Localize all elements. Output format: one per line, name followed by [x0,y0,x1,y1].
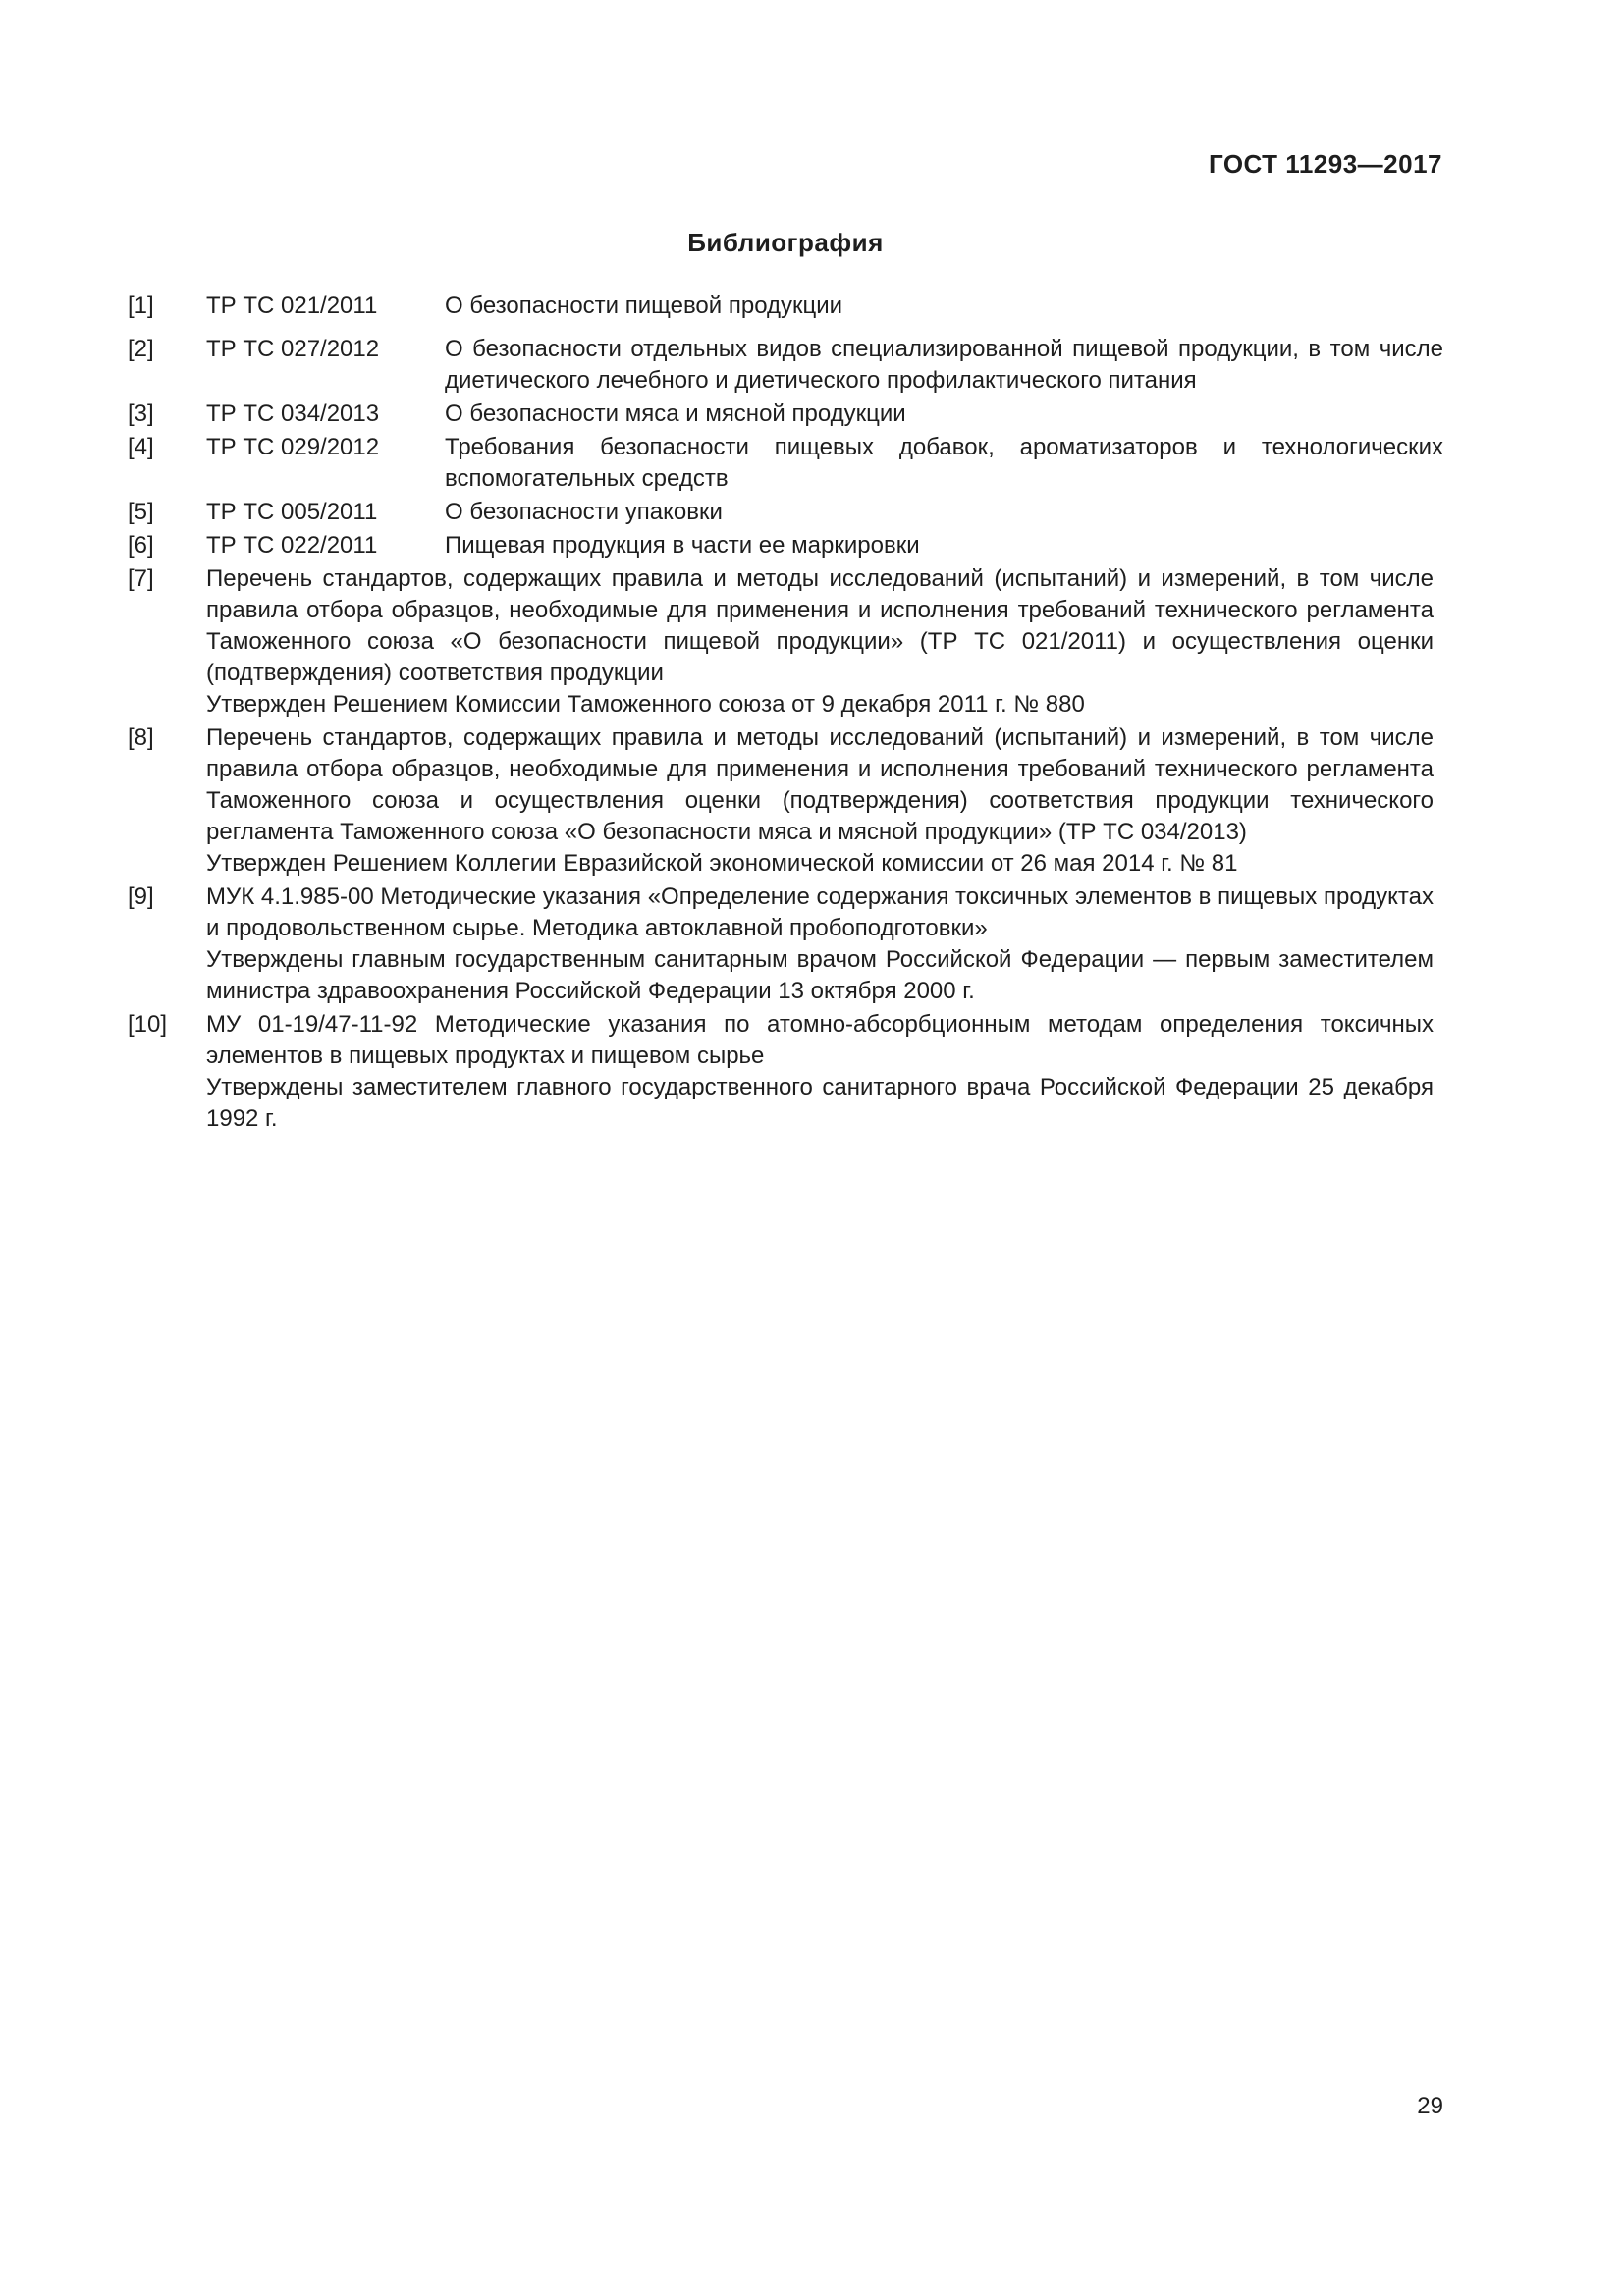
entry-approval: Утверждены заместителем главного государственного санитарного врача Российской Федерации 25 декабря 1992 г. [206,1074,1434,1132]
entry-text: Перечень стандартов, содержащих правила и методы исследований (испытаний) и измерений, в том числе правила отбора образцов, необходимые для применения и исполнения требований технического регламента Таможенного союза «О безопасности пищевой продукции» (ТР ТС 021/2011) и осуществления оценки (подтверждения) соответствия продукции [206,565,1434,686]
entry-number: [8] [128,724,154,751]
entry-number: [7] [128,565,154,592]
bibliography-list [128,291,1443,1137]
entry-number: [1] [128,293,154,319]
bibliography-entry [128,881,1443,1007]
entry-code: ТР ТС 022/2011 [206,532,378,559]
entry-text: МУК 4.1.985-00 Методические указания «Определение содержания токсичных элементов в пищевых продуктах и продовольственном сырье. Методика автоклавной пробоподготовки» [206,883,1434,941]
entry-number: [4] [128,434,154,460]
entry-code: ТР ТС 005/2011 [206,499,378,525]
bibliography-entry [128,722,1443,880]
entry-text: Перечень стандартов, содержащих правила и методы исследований (испытаний) и измерений, в том числе правила отбора образцов, необходимые для применения и исполнения требований технического регламента Таможенного союза и осуществления оценки (подтверждения) соответствия продукции технического регламента Таможенного союза «О безопасности мяса и мясной продукции» (ТР ТС 034/2013) [206,724,1434,845]
bibliography-entry [128,530,1443,561]
entry-approval: Утвержден Решением Коллегии Евразийской экономической комиссии от 26 мая 2014 г. № 81 [206,850,1238,877]
bibliography-title: Библиография [687,228,884,257]
entry-description: О безопасности отдельных видов специализированной пищевой продукции, в том числе диетического лечебного и диетического профилактического питания [445,336,1443,394]
entry-code: ТР ТС 034/2013 [206,400,380,427]
entry-description: Пищевая продукция в части ее маркировки [445,532,920,559]
entry-approval: Утверждены главным государственным санитарным врачом Российской Федерации — первым заместителем министра здравоохранения Российской Федерации 13 октября 2000 г. [206,946,1434,1004]
entry-code: ТР ТС 021/2011 [206,293,378,319]
bibliography-entry [128,399,1443,430]
bibliography-entry [128,497,1443,528]
standard-code: ГОСТ 11293—2017 [1208,149,1442,179]
entry-number: [9] [128,883,154,910]
entry-description: О безопасности упаковки [445,499,723,525]
bibliography-entry [128,1009,1443,1135]
entry-code: ТР ТС 027/2012 [206,336,380,362]
entry-number: [5] [128,499,154,525]
entry-description: Требования безопасности пищевых добавок, ароматизаторов и технологических вспомогательных средств [445,434,1443,492]
entry-text: МУ 01-19/47-11-92 Методические указания по атомно-абсорбционным методам определения токсичных элементов в пищевых продуктах и пищевом сырье [206,1011,1434,1069]
bibliography-entry [128,334,1443,397]
bibliography-entry [128,291,1443,322]
entry-approval: Утвержден Решением Комиссии Таможенного союза от 9 декабря 2011 г. № 880 [206,691,1085,718]
entry-number: [2] [128,336,154,362]
entry-number: [6] [128,532,154,559]
entry-number: [3] [128,400,154,427]
entry-description: О безопасности мяса и мясной продукции [445,400,906,427]
entry-description: О безопасности пищевой продукции [445,293,843,319]
page-number: 29 [1417,2093,1443,2119]
entry-code: ТР ТС 029/2012 [206,434,380,460]
entry-number: [10] [128,1011,168,1038]
bibliography-entry [128,563,1443,721]
bibliography-entry [128,432,1443,495]
